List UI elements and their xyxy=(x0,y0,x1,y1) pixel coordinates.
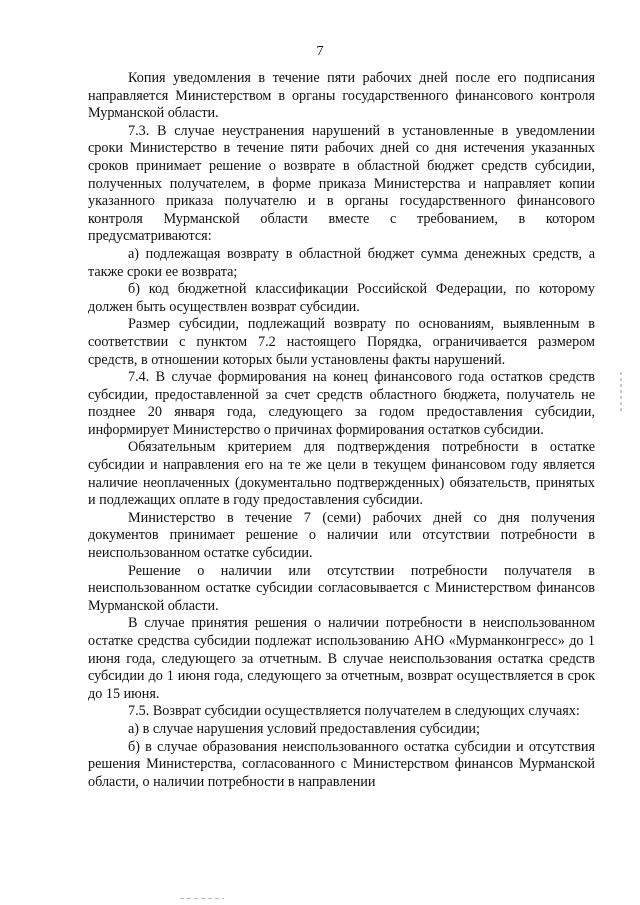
paragraph-7-4: 7.4. В случае формирования на конец финансового года остатков средств субсидии, предоставленной за счет средств областного бюджета, получатель не позднее 20 января года, следующего за годом предоставления субсидии, информирует Министерство о причинах формирования остатков субсидии. xyxy=(88,369,595,438)
scan-bottom-mark xyxy=(180,898,224,899)
paragraph-7-5-item-b: б) в случае образования неиспользованного остатка субсидии и отсутствия решения Министерства, согласованного с Министерством финансов Мурманской области, о наличии потребности в направлении xyxy=(88,738,595,790)
paragraph-7-3-item-a: а) подлежащая возврату в областной бюджет сумма денежных средств, а также сроки ее возврата; xyxy=(88,245,595,280)
scan-edge-mark xyxy=(620,372,622,412)
document-body xyxy=(88,70,595,791)
paragraph-usage-deadline: В случае принятия решения о наличии потребности в неиспользованном остатке средства субсидии подлежат использованию АНО «Мурманконгресс» до 1 июня года, следующего за отчетным. В случае неиспользования остатка средств субсидии до 1 июня года, следующего за отчетным, возврат осуществляется в срок до 15 июня. xyxy=(88,615,595,702)
paragraph-mandatory-criterion: Обязательным критерием для подтверждения потребности в остатке субсидии и направления его на те же цели в текущем финансовом году является наличие неоплаченных (документально подтвержденных) обязательств, принятых и подлежащих оплате в году предоставления субсидии. xyxy=(88,439,595,509)
page-number: 7 xyxy=(316,44,324,59)
paragraph-decision-agreement: Решение о наличии или отсутствии потребности получателя в неиспользованном остатке субсидии согласовывается с Министерством финансов Мурманской области. xyxy=(88,562,595,614)
paragraph-7-3-item-b: б) код бюджетной классификации Российской Федерации, по которому должен быть осуществлен возврат субсидии. xyxy=(88,281,595,315)
paragraph-7-3: 7.3. В случае неустранения нарушений в установленные в уведомлении сроки Министерство в течение пяти рабочих дней со дня истечения указанных сроков принимает решение о возврате в областной бюджет средств субсидии, полученных получателем, в форме приказа Министерства и направляет копии указанного приказа получателю и в органы государственного финансового контроля Мурманской области вместе с требованием, в котором предусматриваются: xyxy=(88,122,595,245)
paragraph-refund-amount: Размер субсидии, подлежащий возврату по основаниям, выявленным в соответствии с пунктом 7.2 настоящего Порядка, ограничивается размером средств, в отношении которых были установлены факты нарушений. xyxy=(88,316,595,368)
paragraph-7-5: 7.5. Возврат субсидии осуществляется получателем в следующих случаях: xyxy=(128,703,580,720)
paragraph-ministry-decision: Министерство в течение 7 (семи) рабочих дней со дня получения документов принимает решение о наличии или отсутствии потребности в неиспользованном остатке субсидии. xyxy=(88,509,595,562)
paragraph-7-5-item-a: а) в случае нарушения условий предоставления субсидии; xyxy=(128,720,480,737)
paragraph-notice-copy: Копия уведомления в течение пяти рабочих дней после его подписания направляется Министерством в органы государственного финансового контроля Мурманской области. xyxy=(88,70,595,122)
